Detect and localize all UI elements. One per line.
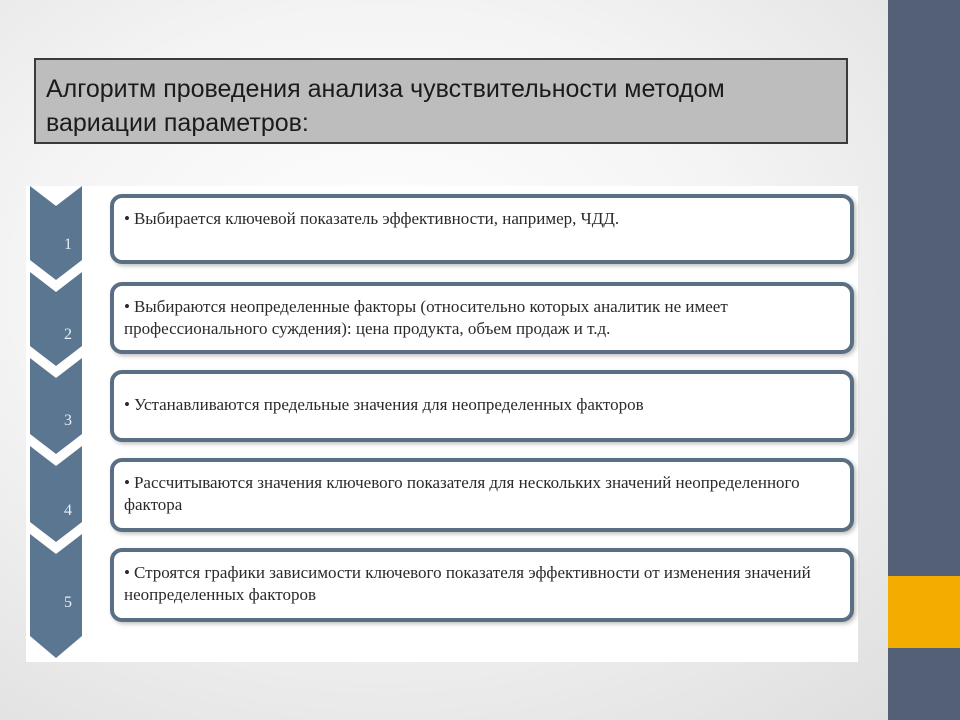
step-text-1: Выбирается ключевой показатель эффективности, например, ЧДД. <box>133 209 620 228</box>
chevron-4 <box>30 446 82 542</box>
step-box-5 <box>110 548 854 622</box>
side-accent-block <box>888 576 960 648</box>
step-text-3: Устанавливаются предельные значения для неопределенных факторов <box>133 395 644 414</box>
chevron-1 <box>30 186 82 280</box>
process-diagram <box>26 186 858 662</box>
step-number-3: 3 <box>64 412 72 429</box>
bullet-icon: • <box>124 563 130 582</box>
step-box-4 <box>110 458 854 532</box>
bullet-icon: • <box>124 395 130 414</box>
step-text-2: Выбираются неопределенные факторы (относительно которых аналитик не имеет профессионального суждения): цена продукта, объем продаж и т.д. <box>124 297 728 338</box>
step-number-1: 1 <box>64 236 72 253</box>
step-text-4: Рассчитываются значения ключевого показателя для нескольких значений неопределенного фактора <box>124 473 800 514</box>
bullet-icon: • <box>124 473 130 492</box>
step-number-2: 2 <box>64 326 72 343</box>
chevron-2 <box>30 272 82 366</box>
bullet-icon: • <box>124 209 130 228</box>
step-number-5: 5 <box>64 594 72 611</box>
step-number-4: 4 <box>64 502 72 519</box>
step-box-1 <box>110 194 854 264</box>
step-box-2 <box>110 282 854 354</box>
title-box <box>34 58 848 144</box>
slide-title: Алгоритм проведения анализа чувствительности методом вариации параметров: <box>46 75 725 137</box>
bullet-icon: • <box>124 297 130 316</box>
step-text-5: Строятся графики зависимости ключевого показателя эффективности от изменения значений неопределенных факторов <box>124 563 811 604</box>
chevron-3 <box>30 358 82 454</box>
step-box-3 <box>110 370 854 442</box>
